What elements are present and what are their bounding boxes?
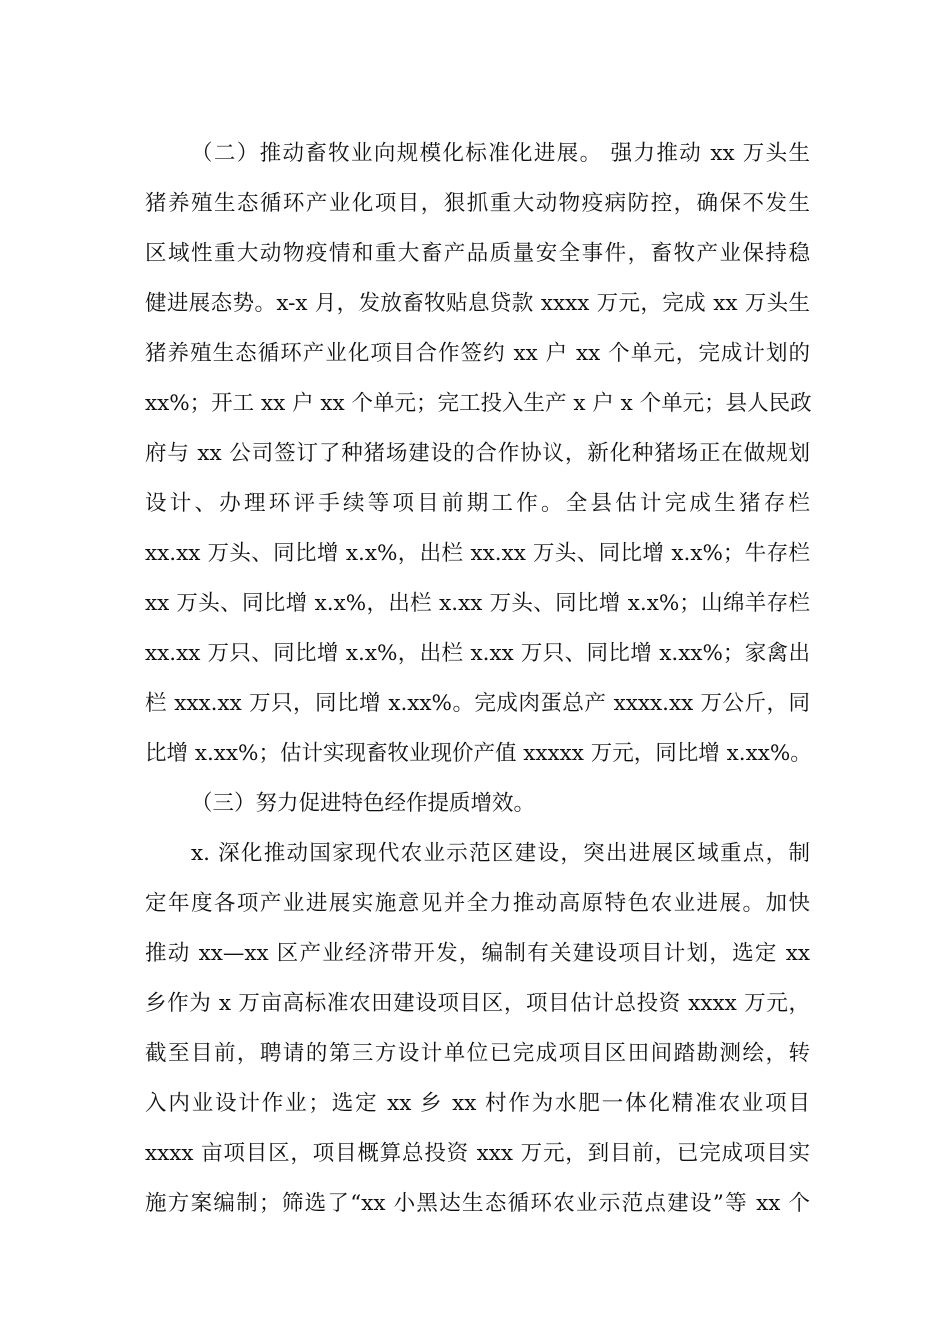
section-heading: （三）努力促进特色经作提质增效。 — [191, 791, 536, 816]
paragraph-line: 猪养殖生态循环产业化项目合作签约 xx 户 xx 个单元，完成计划的 — [145, 341, 810, 366]
paragraph-line: 定年度各项产业进展实施意见并全力推动高原特色农业进展。加快 — [145, 891, 810, 916]
paragraph-line: xx.xx 万只、同比增 x.x%，出栏 x.xx 万只、同比增 x.xx%；家禽出 — [145, 641, 810, 666]
paragraph-line: 健进展态势。x-x 月，发放畜牧贴息贷款 xxxx 万元，完成 xx 万头生 — [145, 291, 810, 316]
paragraph-line: 施方案编制；筛选了“xx 小黑达生态循环农业示范点建设”等 xx 个 — [145, 1191, 810, 1216]
paragraph-line: xx%；开工 xx 户 xx 个单元；完工投入生产 x 户 x 个单元；县人民政 — [145, 391, 812, 416]
paragraph-line: 截至目前，聘请的第三方设计单位已完成项目区田间踏勘测绘，转 — [145, 1041, 810, 1066]
paragraph-line: 推动 xx—xx 区产业经济带开发，编制有关建设项目计划，选定 xx — [145, 941, 810, 966]
paragraph-line: 设计、办理环评手续等项目前期工作。全县估计完成生猪存栏 — [145, 491, 810, 516]
paragraph-line: 区域性重大动物疫情和重大畜产品质量安全事件，畜牧产业保持稳 — [145, 241, 810, 266]
paragraph-line: 府与 xx 公司签订了种猪场建设的合作协议，新化种猪场正在做规划 — [145, 441, 810, 466]
paragraph-line: （二）推动畜牧业向规模化标准化进展。 强力推动 xx 万头生 — [191, 141, 810, 166]
paragraph-line: 乡作为 x 万亩高标准农田建设项目区，项目估计总投资 xxxx 万元， — [145, 991, 810, 1016]
paragraph-line: xx.xx 万头、同比增 x.x%，出栏 xx.xx 万头、同比增 x.x%；牛存栏 — [145, 541, 810, 566]
paragraph-line: xx 万头、同比增 x.x%，出栏 x.xx 万头、同比增 x.x%；山绵羊存栏 — [145, 591, 810, 616]
paragraph-line: 栏 xxx.xx 万只，同比增 x.xx%。完成肉蛋总产 xxxx.xx 万公斤，同 — [145, 691, 810, 716]
paragraph-line: 猪养殖生态循环产业化项目，狠抓重大动物疫病防控，确保不发生 — [145, 191, 810, 216]
paragraph-line: xxxx 亩项目区，项目概算总投资 xxx 万元，到目前，已完成项目实 — [145, 1141, 810, 1166]
document-body — [145, 129, 810, 1229]
paragraph-line: 入内业设计作业；选定 xx 乡 xx 村作为水肥一体化精准农业项目 — [145, 1091, 810, 1116]
paragraph-line: 比增 x.xx%；估计实现畜牧业现价产值 xxxxx 万元，同比增 x.xx%。 — [145, 741, 812, 766]
paragraph-line: x. 深化推动国家现代农业示范区建设，突出进展区域重点，制 — [191, 841, 810, 866]
